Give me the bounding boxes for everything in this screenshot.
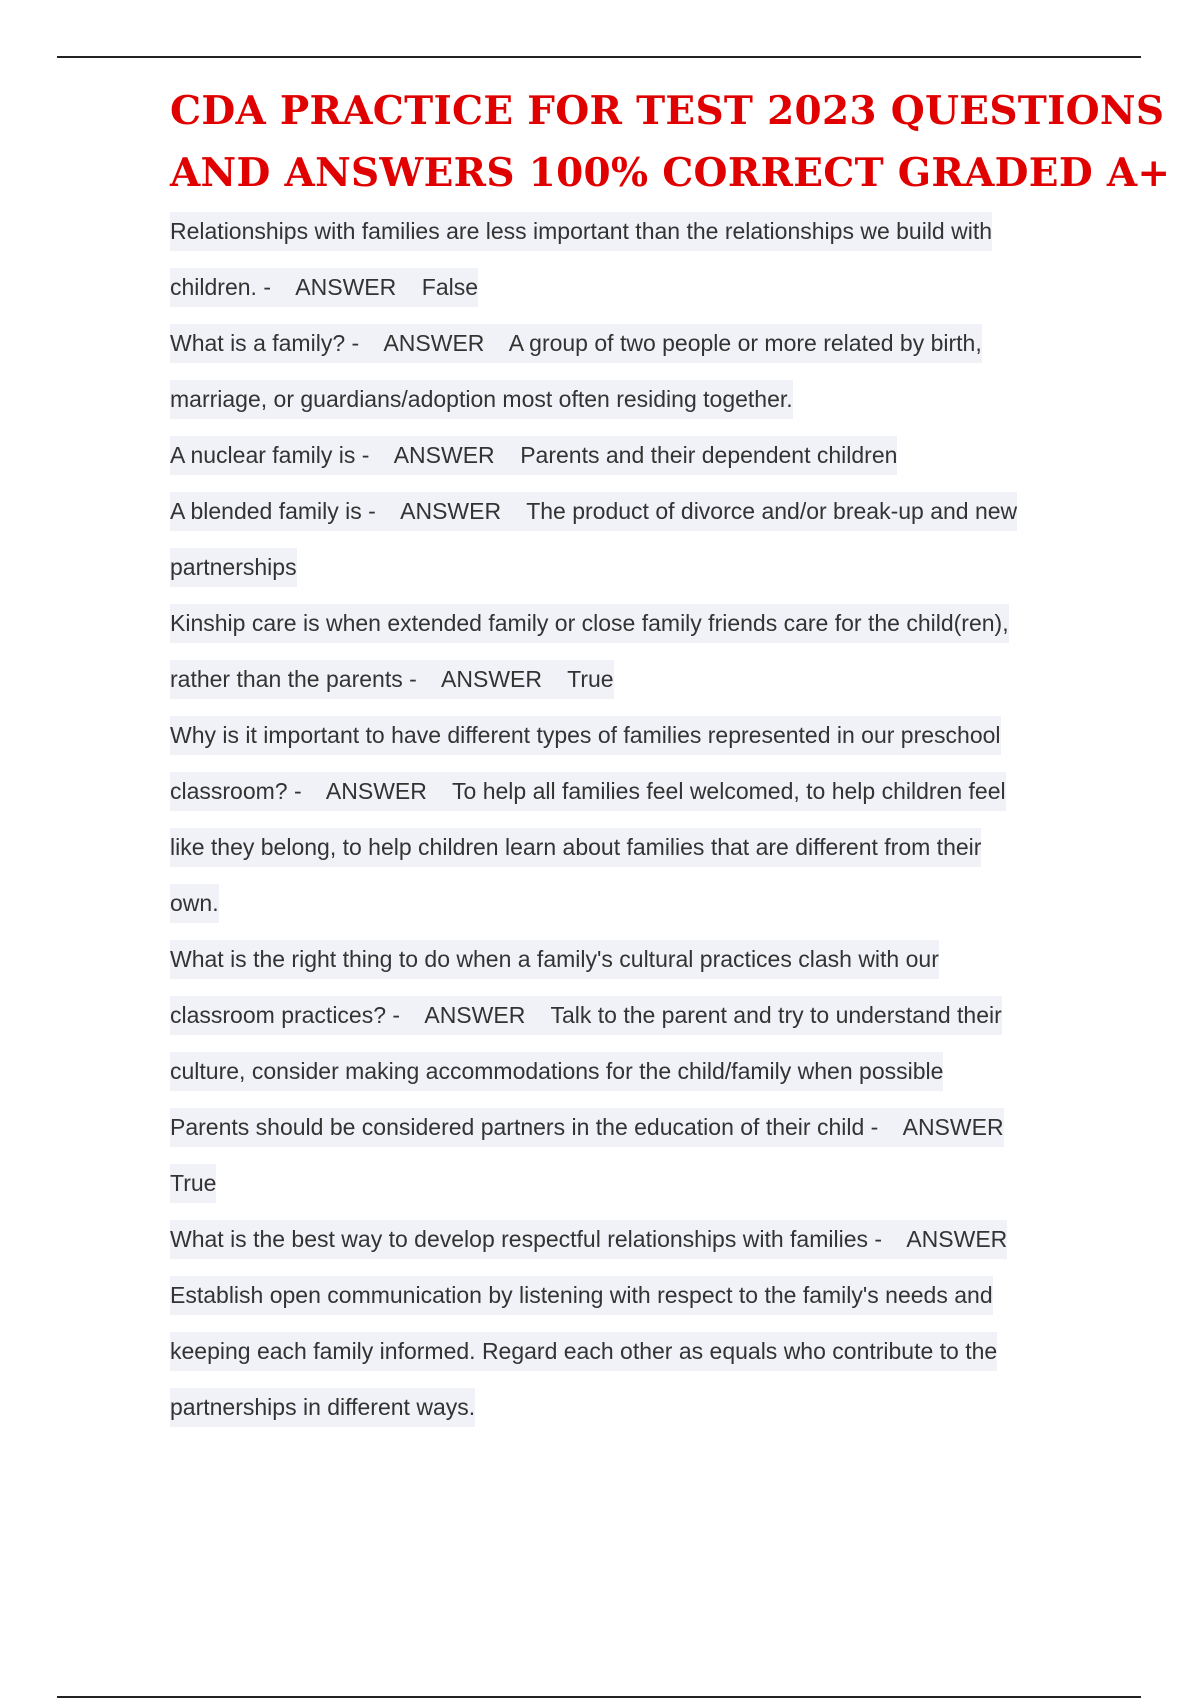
- text-line: [170, 203, 1070, 259]
- top-rule: [57, 56, 1141, 58]
- text-line: [170, 595, 1070, 651]
- document-body: [170, 203, 1070, 1435]
- text-line-content: culture, consider making accommodations for the child/family when possible: [170, 1052, 943, 1091]
- text-line-content: keeping each family informed. Regard each other as equals who contribute to the: [170, 1332, 997, 1371]
- text-line: [170, 1099, 1070, 1155]
- text-line-content: What is the right thing to do when a family's cultural practices clash with our: [170, 940, 939, 979]
- text-line-content: rather than the parents - ANSWER True: [170, 660, 614, 699]
- text-line: [170, 1379, 1070, 1435]
- text-line-content: classroom practices? - ANSWER Talk to the parent and try to understand their: [170, 996, 1002, 1035]
- text-line-content: A nuclear family is - ANSWER Parents and their dependent children: [170, 436, 897, 475]
- text-line-content: own.: [170, 884, 219, 923]
- text-line-content: What is a family? - ANSWER A group of two people or more related by birth,: [170, 324, 982, 363]
- text-line-content: like they belong, to help children learn about families that are different from their: [170, 828, 981, 867]
- title-line-2: AND ANSWERS 100% CORRECT GRADED A+: [170, 150, 1171, 196]
- text-line: [170, 651, 1070, 707]
- text-line-content: A blended family is - ANSWER The product of divorce and/or break-up and new: [170, 492, 1017, 531]
- text-line-content: Why is it important to have different types of families represented in our preschool: [170, 716, 1001, 755]
- text-line: [170, 427, 1070, 483]
- text-line-content: classroom? - ANSWER To help all families feel welcomed, to help children feel: [170, 772, 1006, 811]
- document-title: [170, 80, 1171, 204]
- text-line-content: True: [170, 1164, 216, 1203]
- text-line: [170, 539, 1070, 595]
- text-line-content: Parents should be considered partners in the education of their child - ANSWER: [170, 1108, 1004, 1147]
- text-line-content: Kinship care is when extended family or close family friends care for the child(ren),: [170, 604, 1009, 643]
- text-line: [170, 1211, 1070, 1267]
- text-line: [170, 707, 1070, 763]
- text-line: [170, 1267, 1070, 1323]
- text-line: [170, 1323, 1070, 1379]
- text-line-content: Relationships with families are less important than the relationships we build with: [170, 212, 992, 251]
- text-line-content: partnerships: [170, 548, 297, 587]
- text-line-content: Establish open communication by listening with respect to the family's needs and: [170, 1276, 993, 1315]
- text-line-content: children. - ANSWER False: [170, 268, 478, 307]
- bottom-rule: [57, 1696, 1141, 1698]
- text-line: [170, 819, 1070, 875]
- text-line: [170, 259, 1070, 315]
- text-line-content: What is the best way to develop respectful relationships with families - ANSWER: [170, 1220, 1007, 1259]
- text-line-content: partnerships in different ways.: [170, 1388, 475, 1427]
- text-line: [170, 483, 1070, 539]
- text-line: [170, 1043, 1070, 1099]
- text-line: [170, 315, 1070, 371]
- text-line: [170, 371, 1070, 427]
- text-line: [170, 931, 1070, 987]
- text-line-content: marriage, or guardians/adoption most often residing together.: [170, 380, 793, 419]
- text-line: [170, 1155, 1070, 1211]
- text-line: [170, 875, 1070, 931]
- text-line: [170, 987, 1070, 1043]
- text-line: [170, 763, 1070, 819]
- title-line-1: CDA PRACTICE FOR TEST 2023 QUESTIONS: [170, 88, 1165, 134]
